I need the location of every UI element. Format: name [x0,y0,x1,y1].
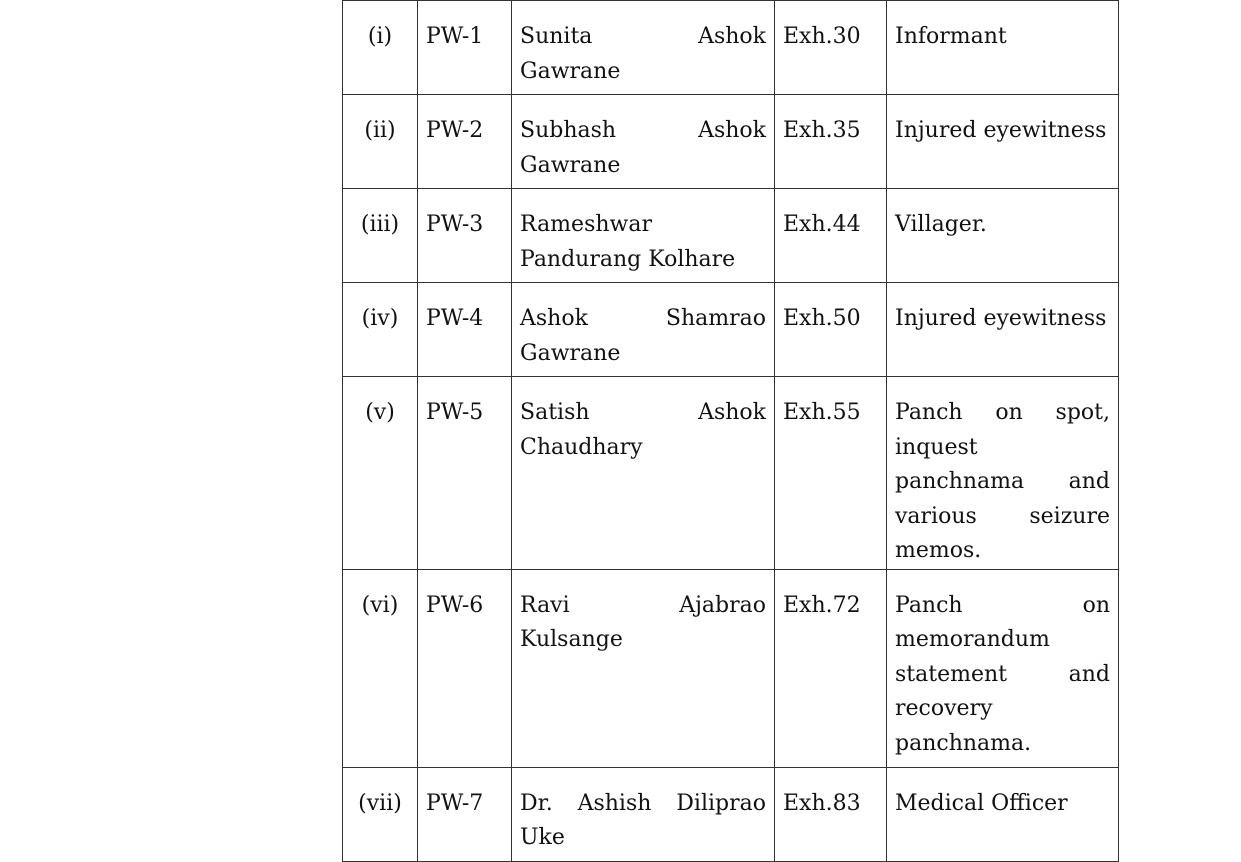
table-row [343,283,1119,377]
description-cell: Villager. [887,189,1119,283]
serial-cell: (vii) [343,767,418,861]
description-cell: Injured eyewitness [887,95,1119,189]
witness-name-cell: Dr. Ashish Diliprao Uke [512,767,775,861]
table-row [343,377,1119,570]
pw-cell: PW-3 [418,189,512,283]
exhibit-cell: Exh.72 [775,569,887,767]
witness-name-cell: Ravi Ajabrao Kulsange [512,569,775,767]
serial-cell: (iii) [343,189,418,283]
witness-table [342,0,1119,862]
table-row [343,95,1119,189]
pw-cell: PW-2 [418,95,512,189]
witness-name-cell: Rameshwar Pandurang Kolhare [512,189,775,283]
pw-cell: PW-7 [418,767,512,861]
exhibit-cell: Exh.30 [775,1,887,95]
table-row [343,767,1119,861]
serial-cell: (i) [343,1,418,95]
exhibit-cell: Exh.55 [775,377,887,570]
witness-name-cell: Subhash Ashok Gawrane [512,95,775,189]
table-row [343,189,1119,283]
table-row [343,569,1119,767]
witness-name-cell: Sunita Ashok Gawrane [512,1,775,95]
exhibit-cell: Exh.50 [775,283,887,377]
serial-cell: (ii) [343,95,418,189]
exhibit-cell: Exh.83 [775,767,887,861]
description-cell: Injured eyewitness [887,283,1119,377]
description-cell: Informant [887,1,1119,95]
pw-cell: PW-4 [418,283,512,377]
serial-cell: (v) [343,377,418,570]
witness-name-cell: Satish Ashok Chaudhary [512,377,775,570]
serial-cell: (vi) [343,569,418,767]
pw-cell: PW-6 [418,569,512,767]
exhibit-cell: Exh.35 [775,95,887,189]
description-cell: Panch on memorandum statement and recovery panchnama. [887,569,1119,767]
table-row [343,1,1119,95]
pw-cell: PW-1 [418,1,512,95]
description-cell: Medical Officer [887,767,1119,861]
exhibit-cell: Exh.44 [775,189,887,283]
witness-name-cell: Ashok Shamrao Gawrane [512,283,775,377]
pw-cell: PW-5 [418,377,512,570]
description-cell: Panch on spot, inquest panchnama and various seizure memos. [887,377,1119,570]
serial-cell: (iv) [343,283,418,377]
